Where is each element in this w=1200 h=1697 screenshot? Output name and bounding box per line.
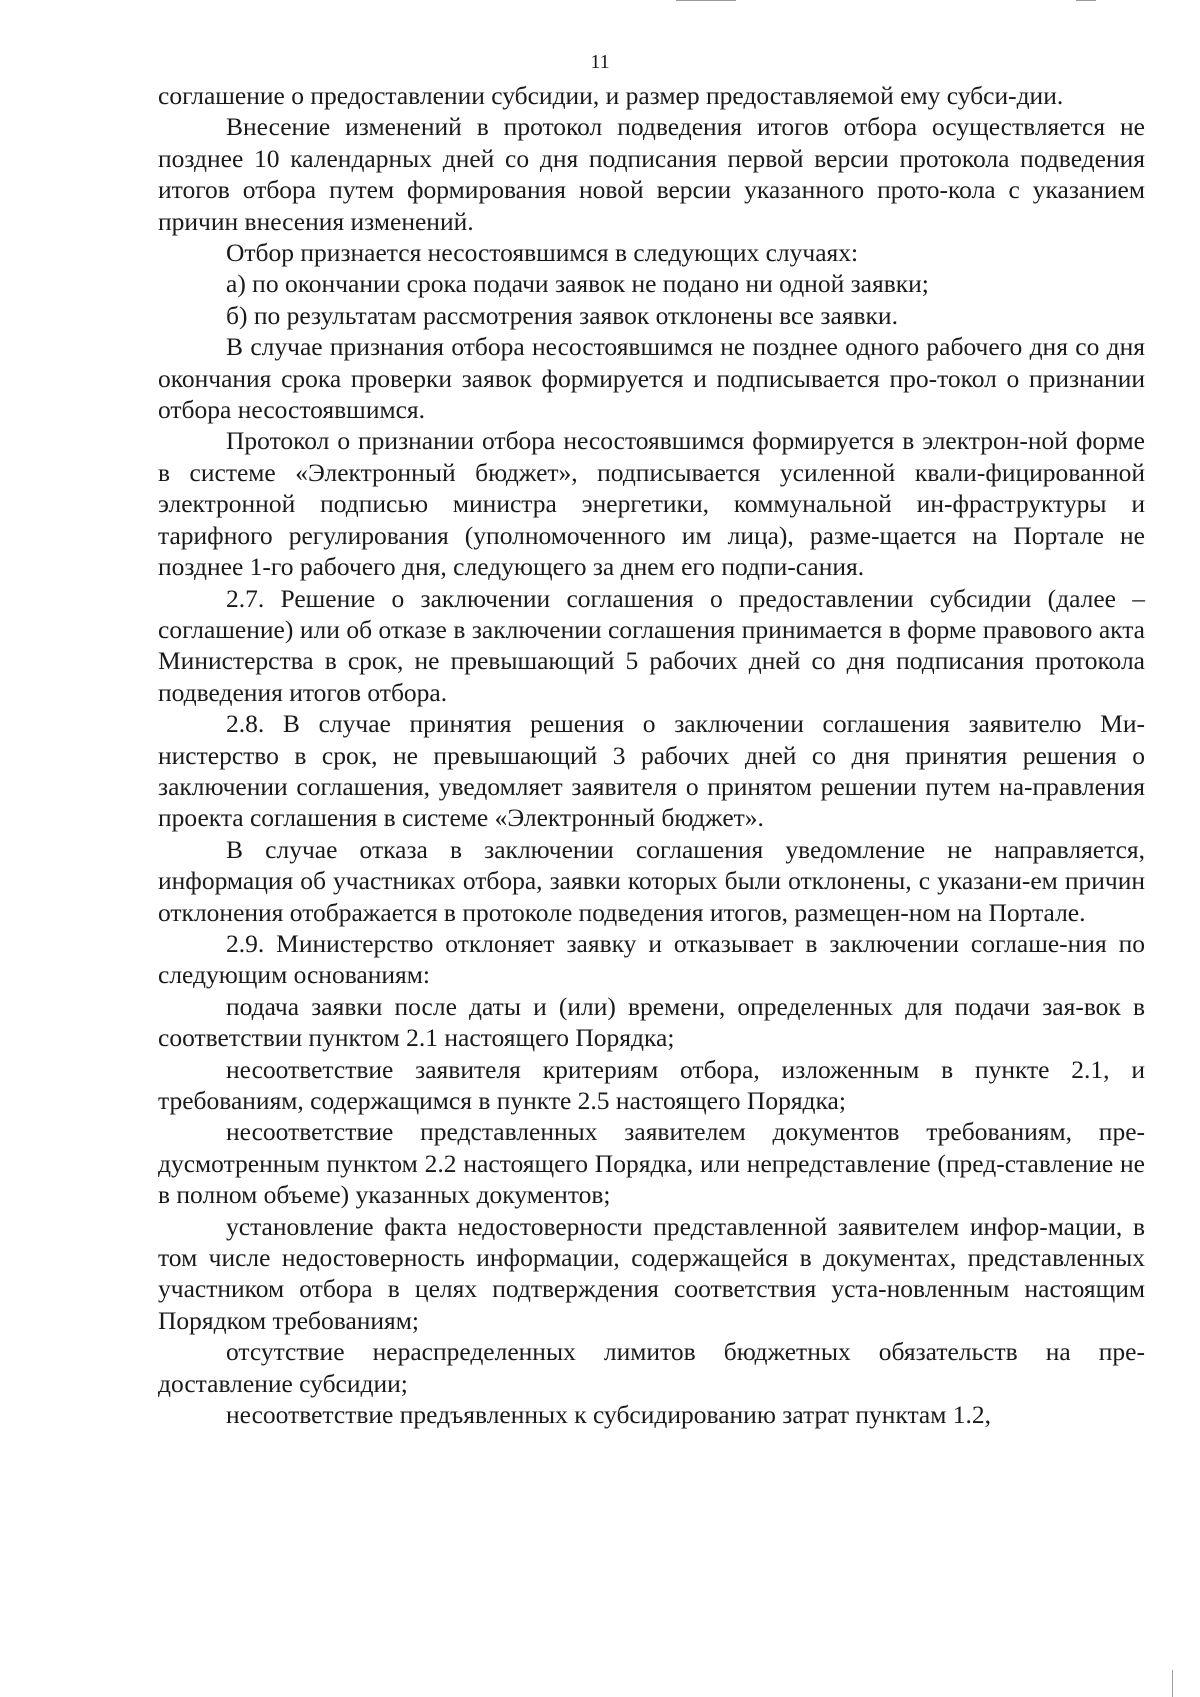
paragraph-ground-unreliable-information: установление факта недостоверности представленной заявителем инфор-мации, в том числе недостоверность информации, содержащейся в документах, представленных участником отбора в целях подтверждения соответствия уста-новленным настоящим Порядком требованиям; — [158, 1211, 1145, 1335]
scan-mark-bottom-right — [1172, 1670, 1173, 1697]
paragraph-2-9: 2.9. Министерство отклоняет заявку и отказывает в заключении соглаше-ния по следующим основаниям: — [158, 928, 1145, 990]
paragraph-2-8: 2.8. В случае принятия решения о заключении соглашения заявителю Ми-нистерство в срок, не превышающий 3 рабочих дней со дня принятия решения о заключении соглашения, уведомляет заявителя о принятом решении путем на-правления проекта соглашения в системе «Электронный бюджет». — [158, 709, 1145, 833]
paragraph-ground-documents-mismatch: несоответствие представленных заявителем документов требованиям, пре-дусмотренным пунктом 2.2 настоящего Порядка, или непредставление (пред-ставление не в полном объеме) указанных документов; — [158, 1117, 1145, 1210]
paragraph-ground-no-limits: отсутствие нераспределенных лимитов бюджетных обязательств на пре-доставление субсидии; — [158, 1337, 1145, 1398]
scan-mark-top-right — [1076, 0, 1096, 1]
paragraph-failure-protocol-signing: Протокол о признании отбора несостоявшимся формируется в электрон-ной форме в системе «Электронный бюджет», подписывается усиленной квали-фицированной электронной подписью министра энергетики, коммунальной ин-фраструктуры и тарифного регулирования (уполномоченного им лица), разме-щается на Портале не позднее 1-го рабочего дня, следующего за днем его подпи-сания. — [158, 426, 1145, 582]
paragraph-continuation: соглашение о предоставлении субсидии, и размер предоставляемой ему субси-дии. — [158, 81, 1064, 110]
page-number: 11 — [590, 51, 610, 73]
paragraph-protocol-changes: Внесение изменений в протокол подведения итогов отбора осуществляется не позднее 10 календарных дней со дня подписания первой версии протокола подведения итогов отбора путем формирования новой версии указанного прото-кола с указанием причин внесения изменений. — [158, 112, 1145, 236]
paragraph-ground-criteria-mismatch: несоответствие заявителя критериям отбора, изложенным в пункте 2.1, и требованиям, содержащимся в пункте 2.5 настоящего Порядка; — [158, 1054, 1145, 1115]
scan-mark-top-left — [676, 0, 736, 1]
document-body — [158, 80, 1145, 1430]
paragraph-2-7: 2.7. Решение о заключении соглашения о предоставлении субсидии (далее – соглашение) или об отказе в заключении соглашения принимается в форме правового акта Министерства в срок, не превышающий 5 рабочих дней со дня подписания протокола подведения итогов отбора. — [158, 583, 1145, 707]
paragraph-ground-late-submission: подача заявки после даты и (или) времени, определенных для подачи зая-вок в соответствии пунктом 2.1 настоящего Порядка; — [158, 991, 1145, 1053]
paragraph-case-a: а) по окончании срока подачи заявок не подано ни одной заявки; — [226, 269, 929, 299]
paragraph-ground-costs-mismatch: несоответствие предъявленных к субсидированию затрат пунктам 1.2, — [226, 1400, 991, 1430]
paragraph-refusal-notification: В случае отказа в заключении соглашения уведомление не направляется, информация об участниках отбора, заявки которых были отклонены, с указани-ем причин отклонения отображается в протоколе подведения итогов, размещен-ном на Портале. — [158, 834, 1145, 927]
paragraph-case-b: б) по результатам рассмотрения заявок отклонены все заявки. — [226, 300, 898, 330]
paragraph-selection-failed-intro: Отбор признается несостоявшимся в следующих случаях: — [226, 238, 859, 268]
paragraph-failure-protocol-formation: В случае признания отбора несостоявшимся не позднее одного рабочего дня со дня окончания срока проверки заявок формируется и подписывается про-токол о признании отбора несостоявшимся. — [158, 332, 1145, 425]
